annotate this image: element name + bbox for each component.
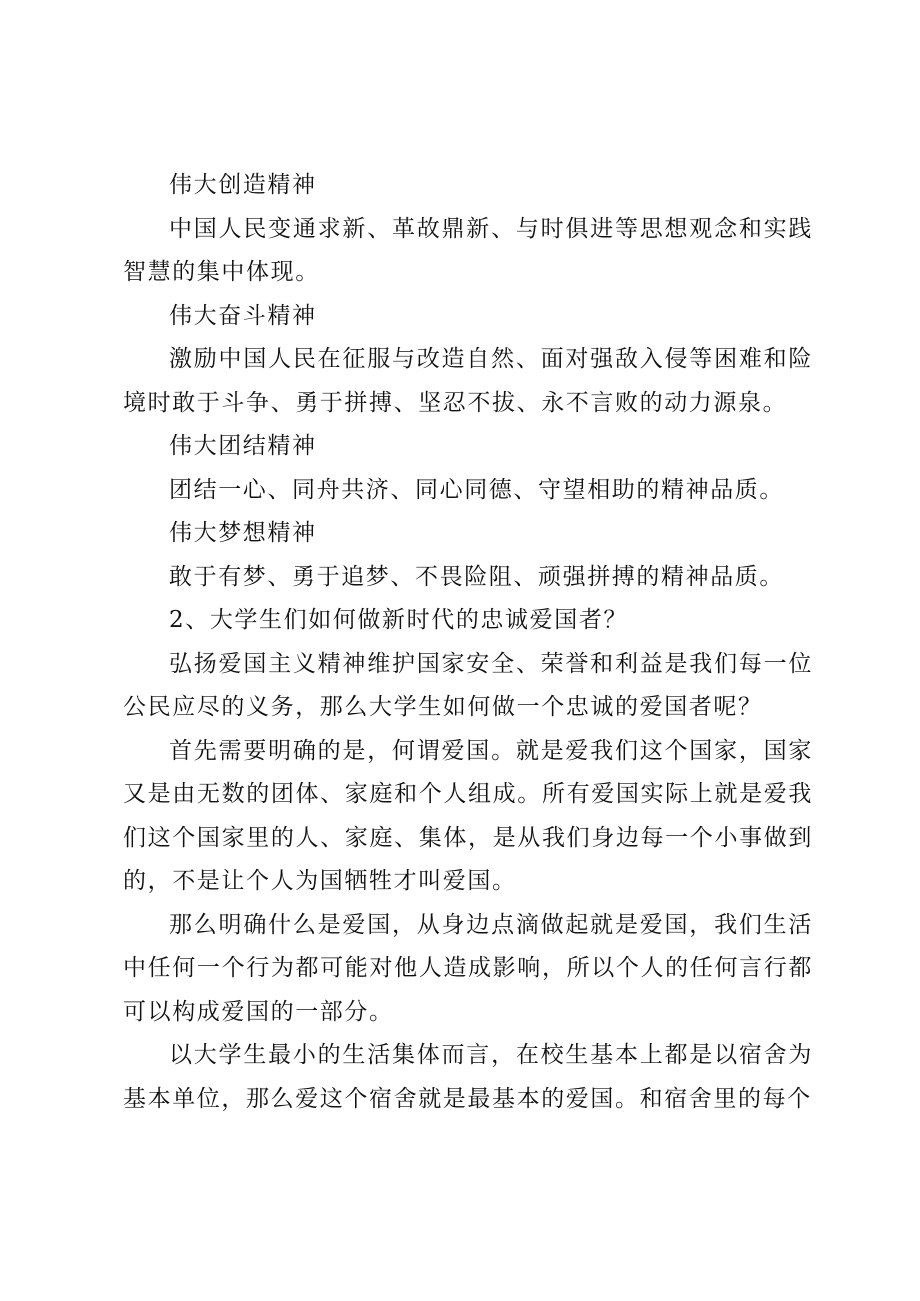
paragraph-intro: 弘扬爱国主义精神维护国家安全、荣誉和利益是我们每一位公民应尽的义务，那么大学生如何做一个忠诚的爱国者呢？: [123, 650, 813, 720]
heading-dream-spirit: 伟大梦想精神: [169, 520, 317, 546]
paragraph-dormitory: 以大学生最小的生活集体而言，在校生基本上都是以宿舍为基本单位，那么爱这个宿舍就是最基本的爱国。和宿舍里的每个: [123, 1042, 813, 1112]
paragraph-struggle-spirit: 激励中国人民在征服与改造自然、面对强敌入侵等困难和险境时敢于斗争、勇于拼搏、坚忍不拔、永不言败的动力源泉。: [123, 346, 813, 416]
document-body: [123, 164, 813, 1121]
paragraph-definition: 首先需要明确的是，何谓爱国。就是爱我们这个国家，国家又是由无数的团体、家庭和个人组成。所有爱国实际上就是爱我们这个国家里的人、家庭、集体，是从我们身边每一个小事做到的，不是让个人为国牺牲才叫爱国。: [123, 737, 813, 894]
paragraph-daily-actions: 那么明确什么是爱国，从身边点滴做起就是爱国，我们生活中任何一个行为都可能对他人造成影响，所以个人的任何言行都可以构成爱国的一部分。: [123, 911, 813, 1025]
heading-unity-spirit: 伟大团结精神: [169, 433, 317, 459]
paragraph-unity-spirit: 团结一心、同舟共济、同心同德、守望相助的精神品质。: [169, 476, 784, 503]
question-heading: 2、大学生们如何做新时代的忠诚爱国者？: [169, 607, 629, 633]
heading-creation-spirit: 伟大创造精神: [169, 172, 317, 198]
paragraph-creation-spirit: 中国人民变通求新、革故鼎新、与时俱进等思想观念和实践智慧的集中体现。: [123, 215, 813, 285]
heading-struggle-spirit: 伟大奋斗精神: [169, 302, 317, 329]
paragraph-dream-spirit: 敢于有梦、勇于追梦、不畏险阻、顽强拼搏的精神品质。: [169, 563, 784, 590]
